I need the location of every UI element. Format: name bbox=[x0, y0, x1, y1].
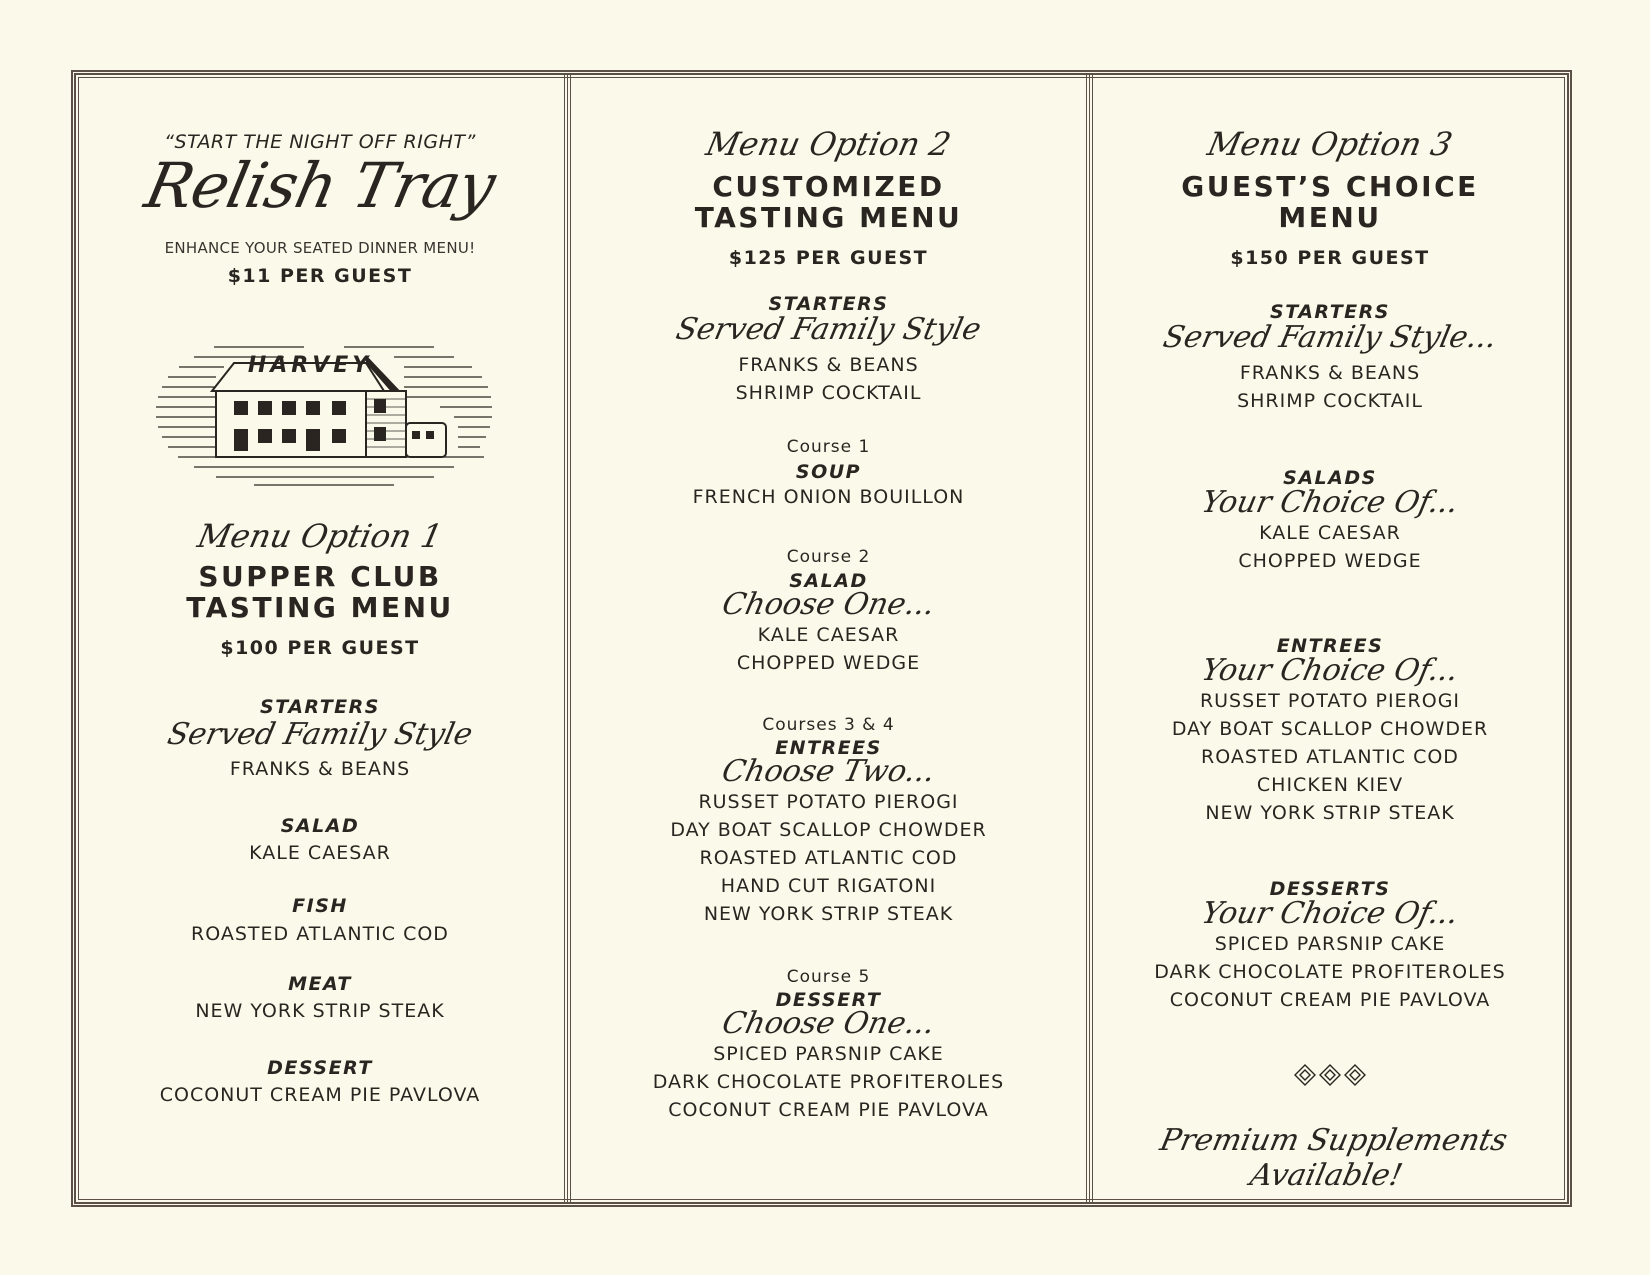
premium-supplements-script: Premium Supplements Available! bbox=[1156, 1123, 1511, 1193]
option-2-title-line1: CUSTOMIZED bbox=[712, 170, 945, 203]
menu-item: FRANKS & BEANS bbox=[738, 354, 919, 376]
option-2-starters-heading: STARTERS bbox=[768, 293, 889, 315]
option-2-course-2-label: Course 2 bbox=[786, 547, 871, 567]
option-1-title-line2: TASTING MENU bbox=[186, 591, 454, 624]
menu-item: COCONUT CREAM PIE PAVLOVA bbox=[1169, 989, 1491, 1011]
option-3-price: $150 PER GUEST bbox=[1230, 247, 1430, 269]
menu-item: KALE CAESAR bbox=[757, 624, 900, 646]
option-1-script: Menu Option 1 bbox=[194, 517, 446, 555]
option-2-courses-3-4-label: Courses 3 & 4 bbox=[762, 715, 895, 735]
option-3-desserts-script: Your Choice Of... bbox=[1198, 896, 1462, 931]
menu-item: SHRIMP COCKTAIL bbox=[735, 382, 922, 404]
option-2-soup-heading: SOUP bbox=[795, 461, 862, 483]
menu-item: NEW YORK STRIP STEAK bbox=[195, 1000, 445, 1022]
menu-item: COCONUT CREAM PIE PAVLOVA bbox=[159, 1084, 481, 1106]
menu-item: HAND CUT RIGATONI bbox=[720, 875, 937, 897]
menu-item: NEW YORK STRIP STEAK bbox=[1205, 802, 1455, 824]
menu-item: ROASTED ATLANTIC COD bbox=[1201, 746, 1459, 768]
menu-item: DAY BOAT SCALLOP CHOWDER bbox=[1171, 718, 1489, 740]
option-3-title-line1: GUEST’S CHOICE bbox=[1181, 170, 1479, 203]
option-3-desserts-heading: DESSERTS bbox=[1269, 878, 1391, 900]
menu-item: COCONUT CREAM PIE PAVLOVA bbox=[668, 1099, 989, 1121]
option-1-starters-heading: STARTERS bbox=[260, 696, 380, 718]
menu-item: KALE CAESAR bbox=[249, 842, 391, 864]
menu-frame bbox=[71, 70, 1572, 1207]
option-1-price: $100 PER GUEST bbox=[220, 637, 420, 659]
menu-item: SHRIMP COCKTAIL bbox=[1237, 390, 1423, 412]
option-3-entrees-script: Your Choice Of... bbox=[1198, 653, 1462, 688]
option-2-salad-script: Choose One... bbox=[719, 587, 938, 622]
option-2-dessert-script: Choose One... bbox=[719, 1006, 938, 1041]
option-3-salads-script: Your Choice Of... bbox=[1198, 485, 1462, 520]
option-2-dessert-heading: DESSERT bbox=[775, 989, 882, 1011]
menu-item: ROASTED ATLANTIC COD bbox=[699, 847, 958, 869]
menu-item: SPICED PARSNIP CAKE bbox=[1214, 933, 1446, 955]
menu-item: DARK CHOCOLATE PROFITEROLES bbox=[1154, 961, 1506, 983]
option-3-title-line2: MENU bbox=[1278, 201, 1382, 234]
menu-item: RUSSET POTATO PIEROGI bbox=[1199, 690, 1461, 712]
menu-item: SPICED PARSNIP CAKE bbox=[713, 1043, 944, 1065]
relish-price: $11 PER GUEST bbox=[227, 265, 413, 287]
option-2-salad-heading: SALAD bbox=[789, 570, 868, 592]
menu-item: KALE CAESAR bbox=[1259, 522, 1401, 544]
option-1-dessert-heading: DESSERT bbox=[267, 1057, 373, 1079]
option-1-starters-script: Served Family Style bbox=[164, 717, 476, 752]
option-3-script: Menu Option 3 bbox=[1204, 125, 1456, 163]
menu-item: CHOPPED WEDGE bbox=[1238, 550, 1422, 572]
option-2-course-1-label: Course 1 bbox=[786, 437, 871, 457]
menu-item: DAY BOAT SCALLOP CHOWDER bbox=[670, 819, 987, 841]
menu-item: FRENCH ONION BOUILLON bbox=[692, 486, 965, 508]
option-2-title-line2: TASTING MENU bbox=[694, 201, 963, 234]
option-3-salads-heading: SALADS bbox=[1283, 467, 1377, 489]
menu-item: FRANKS & BEANS bbox=[1239, 362, 1421, 384]
menu-item: ROASTED ATLANTIC COD bbox=[191, 923, 449, 945]
option-2-entrees-heading: ENTREES bbox=[775, 737, 882, 759]
relish-tray-title: Relish Tray bbox=[139, 149, 501, 222]
option-3-entrees-heading: ENTREES bbox=[1276, 635, 1384, 657]
menu-item: CHICKEN KIEV bbox=[1256, 774, 1404, 796]
harvey-logo-text: HARVEY bbox=[247, 353, 373, 378]
panel-option-3 bbox=[1093, 75, 1567, 1202]
option-1-meat-heading: MEAT bbox=[288, 973, 352, 995]
relish-tagline: “START THE NIGHT OFF RIGHT” bbox=[164, 131, 476, 153]
option-1-salad-heading: SALAD bbox=[280, 815, 360, 837]
panel-divider bbox=[1086, 75, 1093, 1202]
menu-item: FRANKS & BEANS bbox=[229, 758, 411, 780]
triple-diamond-ornament-icon bbox=[1093, 1063, 1567, 1091]
option-1-title-line1: SUPPER CLUB bbox=[198, 560, 442, 593]
panel-relish-and-option-1 bbox=[76, 75, 564, 1202]
option-3-starters-script: Served Family Style... bbox=[1160, 320, 1500, 355]
relish-enhance-text: ENHANCE YOUR SEATED DINNER MENU! bbox=[164, 239, 476, 257]
option-2-course-5-label: Course 5 bbox=[786, 967, 871, 987]
option-1-fish-heading: FISH bbox=[292, 895, 348, 917]
option-2-starters-script: Served Family Style bbox=[672, 312, 985, 347]
panel-option-2 bbox=[571, 75, 1086, 1202]
menu-item: RUSSET POTATO PIEROGI bbox=[698, 791, 959, 813]
menu-item: NEW YORK STRIP STEAK bbox=[703, 903, 954, 925]
option-2-entrees-script: Choose Two... bbox=[718, 754, 939, 789]
menu-item: DARK CHOCOLATE PROFITEROLES bbox=[652, 1071, 1005, 1093]
option-2-price: $125 PER GUEST bbox=[728, 247, 929, 269]
menu-item: CHOPPED WEDGE bbox=[736, 652, 921, 674]
option-2-script: Menu Option 2 bbox=[702, 125, 955, 163]
option-3-starters-heading: STARTERS bbox=[1270, 301, 1390, 323]
